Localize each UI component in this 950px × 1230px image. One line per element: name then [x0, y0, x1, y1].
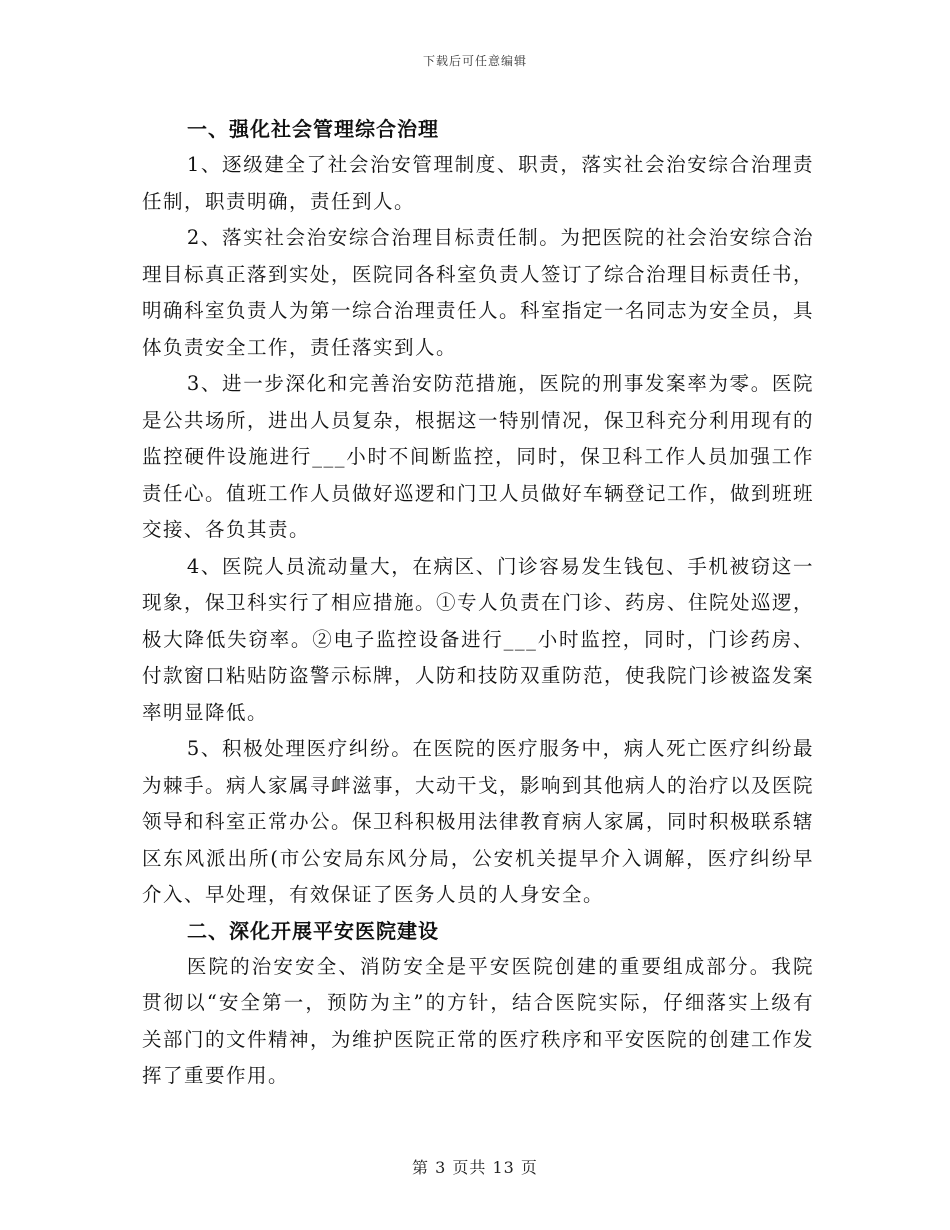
paragraph: 医院的治安安全、消防安全是平安医院创建的重要组成部分。我院贯彻以“安全第一，预防为主”的方针，结合医院实际，仔细落实上级有关部门的文件精神，为维护医院正常的医疗秩序和平安医院的创建工作发挥了重要作用。	[142, 954, 815, 1087]
page-number: 第 3 页共 13 页	[412, 1158, 538, 1177]
section-heading: 一、强化社会管理综合治理	[187, 117, 439, 141]
paragraph: 5、积极处理医疗纠纷。在医院的医疗服务中，病人死亡医疗纠纷最为棘手。病人家属寻衅滋事，大动干戈，影响到其他病人的治疗以及医院领导和科室正常办公。保卫科积极用法律教育病人家属，同时积极联系辖区东风派出所(市公安局东风分局，公安机关提早介入调解，医疗纠纷早介入、早处理，有效保证了医务人员的人身安全。	[142, 737, 815, 906]
paragraph: 4、医院人员流动量大，在病区、门诊容易发生钱包、手机被窃这一现象，保卫科实行了相应措施。①专人负责在门诊、药房、住院处巡逻，极大降低失窃率。②电子监控设备进行___小时监控，同时，门诊药房、付款窗口粘贴防盗警示标牌，人防和技防双重防范，使我院门诊被盗发案率明显降低。	[142, 554, 815, 724]
paragraph: 3、进一步深化和完善治安防范措施，医院的刑事发案率为零。医院是公共场所，进出人员复杂，根据这一特别情况，保卫科充分利用现有的监控硬件设施进行___小时不间断监控，同时，保卫科工作人员加强工作责任心。值班工作人员做好巡逻和门卫人员做好车辆登记工作，做到班班交接、各负其责。	[142, 372, 815, 541]
document-body	[142, 112, 814, 1095]
page-header: 下载后可任意编辑	[422, 54, 527, 68]
paragraph: 2、落实社会治安综合治理目标责任制。为把医院的社会治安综合治理目标真正落到实处，医院同各科室负责人签订了综合治理目标责任书，明确科室负责人为第一综合治理责任人。科室指定一名同志为安全员，具体负责安全工作，责任落实到人。	[142, 226, 815, 359]
section-heading: 二、深化开展平安医院建设	[187, 918, 439, 943]
paragraph: 1、逐级建全了社会治安管理制度、职责，落实社会治安综合治理责任制，职责明确，责任到人。	[142, 153, 814, 213]
